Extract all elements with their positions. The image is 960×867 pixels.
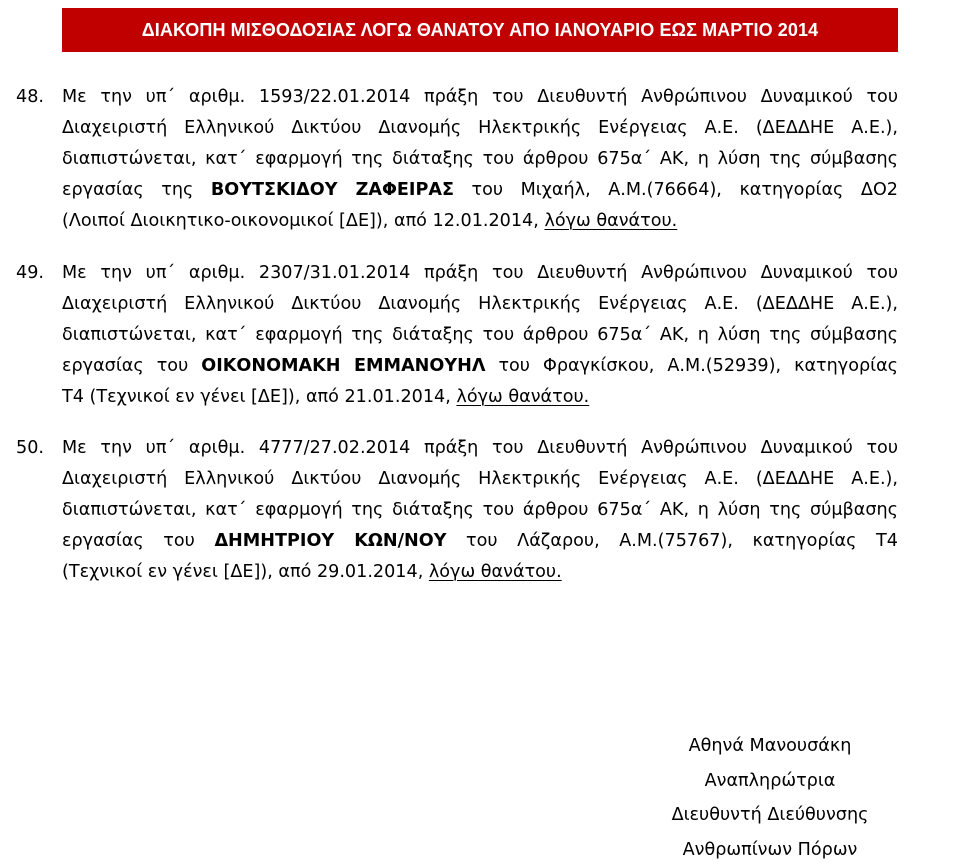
entry-line: διαπιστώνεται, κατ΄ εφαρμογή της διάταξης του άρθρου 675α΄ ΑΚ, η λύση της σύμβασης (62, 149, 898, 169)
entry-number: 49. (16, 263, 44, 283)
signatory-title-line-1: Διευθυντή Διεύθυνσης (671, 805, 869, 825)
termination-reason: λόγω θανάτου. (544, 211, 678, 231)
page-banner: ΔΙΑΚΟΠΗ ΜΙΣΘΟΔΟΣΙΑΣ ΛΟΓΩ ΘΑΝΑΤΟΥ ΑΠΟ ΙΑΝΟΥΑΡΙΟ ΕΩΣ ΜΑΡΤΙΟ 2014 (62, 8, 898, 52)
entry-text (62, 433, 898, 588)
entry-text-segment: του Φραγκίσκου, Α.Μ.(52939), κατηγορίας (485, 356, 898, 376)
signatory-name: Αθηνά Μανουσάκη (688, 736, 852, 756)
entry-line: διαπιστώνεται, κατ΄ εφαρμογή της διάταξης του άρθρου 675α΄ ΑΚ, η λύση της σύμβασης (62, 325, 898, 345)
entry-line: Διαχειριστή Ελληνικού Δικτύου Διανομής Ηλεκτρικής Ενέργειας Α.Ε. (ΔΕΔΔΗΕ Α.Ε.), (62, 118, 898, 138)
entry-line (62, 175, 898, 206)
entry-text-segment: του Μιχαήλ, Α.Μ.(76664), κατηγορίας ΔΟ2 (454, 180, 898, 200)
entry-text-segment: (Τεχνικοί εν γένει [ΔΕ]), από 29.01.2014, (62, 562, 429, 582)
entry-line (62, 557, 898, 588)
employee-name: ΔΗΜΗΤΡΙΟΥ ΚΩΝ/ΝΟΥ (214, 531, 447, 551)
entry-line: Με την υπ΄ αριθμ. 1593/22.01.2014 πράξη του Διευθυντή Ανθρώπινου Δυναμικού του (62, 87, 898, 107)
entry-line (62, 526, 898, 557)
entry-line: Με την υπ΄ αριθμ. 4777/27.02.2014 πράξη του Διευθυντή Ανθρώπινου Δυναμικού του (62, 438, 898, 458)
signature-block (620, 729, 920, 867)
entry-number: 50. (16, 438, 44, 458)
signatory-title-line-2: Ανθρωπίνων Πόρων (682, 839, 858, 860)
entry-text-segment: Τ4 (Τεχνικοί εν γένει [ΔΕ]), από 21.01.2014, (62, 387, 457, 407)
entry-text (62, 258, 898, 413)
entry-text-segment: του Λάζαρου, Α.Μ.(75767), κατηγορίας Τ4 (446, 531, 898, 551)
entry-text-segment: εργασίας του (62, 356, 202, 376)
employee-name: ΟΙΚΟΝΟΜΑΚΗ ΕΜΜΑΝΟΥΗΛ (201, 356, 486, 376)
entry-text-segment: εργασίας του (62, 531, 215, 551)
entry-text-segment: (Λοιποί Διοικητικο-οικονομικοί [ΔΕ]), από 12.01.2014, (62, 211, 545, 231)
entry-text-segment: εργασίας της (62, 180, 211, 200)
employee-name: ΒΟΥΤΣΚΙΔΟΥ ΖΑΦΕΙΡΑΣ (210, 180, 454, 200)
entry-line (62, 351, 898, 382)
entry-line: Με την υπ΄ αριθμ. 2307/31.01.2014 πράξη του Διευθυντή Ανθρώπινου Δυναμικού του (62, 263, 898, 283)
entry-number: 48. (16, 87, 44, 107)
entry-text (62, 82, 898, 237)
entry-line (62, 206, 898, 237)
termination-reason: λόγω θανάτου. (428, 562, 562, 582)
termination-reason: λόγω θανάτου. (456, 387, 590, 407)
entry-line: διαπιστώνεται, κατ΄ εφαρμογή της διάταξης του άρθρου 675α΄ ΑΚ, η λύση της σύμβασης (62, 500, 898, 520)
signatory-role: Αναπληρώτρια (704, 770, 836, 791)
entry-line: Διαχειριστή Ελληνικού Δικτύου Διανομής Ηλεκτρικής Ενέργειας Α.Ε. (ΔΕΔΔΗΕ Α.Ε.), (62, 294, 898, 314)
entry-line (62, 382, 898, 413)
entry-line: Διαχειριστή Ελληνικού Δικτύου Διανομής Ηλεκτρικής Ενέργειας Α.Ε. (ΔΕΔΔΗΕ Α.Ε.), (62, 469, 898, 489)
